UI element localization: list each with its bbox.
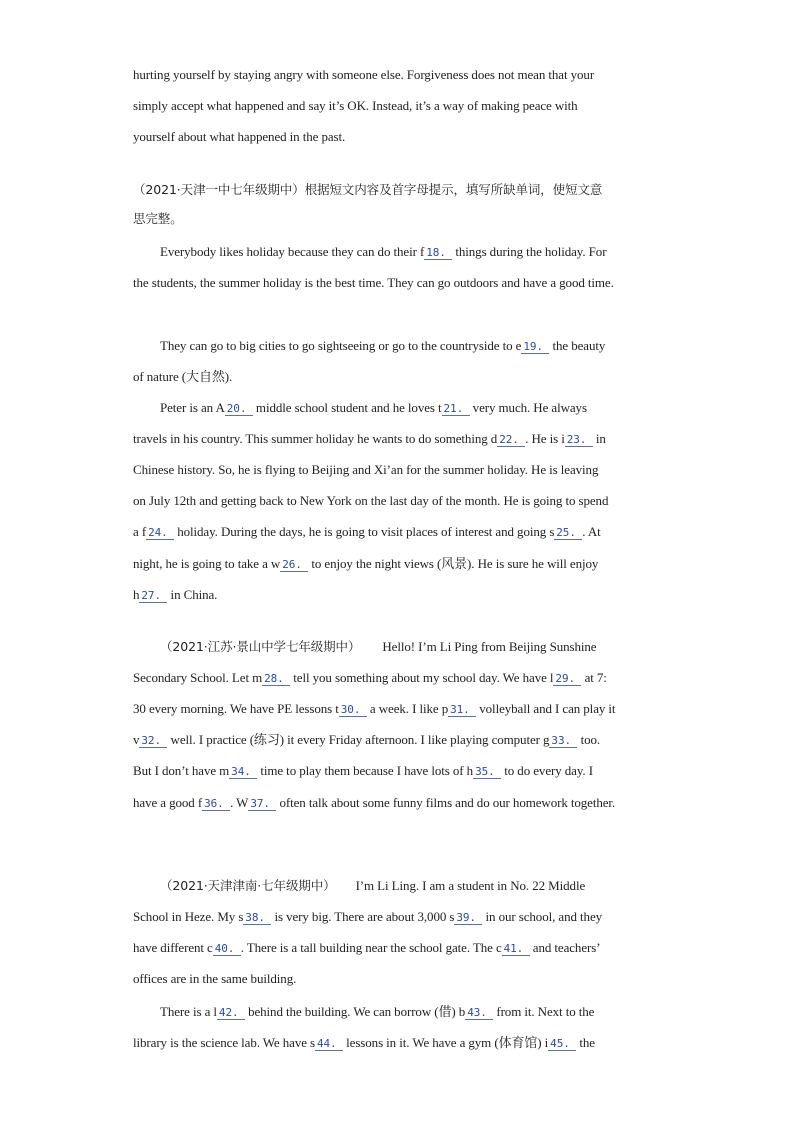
blank-33[interactable]: 33. (549, 734, 577, 748)
section2-line: Secondary School. Let m 28. tell you something about my school day. We have l 29. at 7: (133, 670, 607, 685)
section2-line: v 32. well. I practice (练习) it every Friday afternoon. I like playing computer g 33. too. (133, 732, 601, 747)
section1-line: h 27. in China. (133, 587, 218, 602)
blank-37[interactable]: 37. (248, 797, 276, 811)
blank-19[interactable]: 19. (521, 340, 549, 354)
blank-21[interactable]: 21. (442, 402, 470, 416)
blank-36[interactable]: 36. (202, 797, 230, 811)
blank-34[interactable]: 34. (229, 765, 257, 779)
section1-line: of nature (大自然). (133, 369, 233, 384)
blank-27[interactable]: 27. (139, 589, 167, 603)
blank-38[interactable]: 38. (243, 911, 271, 925)
blank-32[interactable]: 32. (139, 734, 167, 748)
blank-29[interactable]: 29. (553, 672, 581, 686)
section1-header-line-1: （2021·天津一中七年级期中）根据短文内容及首字母提示，填写所缺单词，使短文意 (133, 182, 603, 197)
section1-line: on July 12th and getting back to New York on the last day of the month. He is going to spend (133, 493, 609, 508)
blank-45[interactable]: 45. (548, 1037, 576, 1051)
blank-20[interactable]: 20. (225, 402, 253, 416)
section2-source: （2021·江苏·景山中学七年级期中） (160, 639, 361, 654)
blank-41[interactable]: 41. (502, 942, 530, 956)
section2-line: But I don’t have m 34. time to play them because I have lots of h 35. to do every day. I (133, 763, 593, 778)
blank-30[interactable]: 30. (339, 703, 367, 717)
intro-line-1: hurting yourself by staying angry with someone else. Forgiveness does not mean that your (133, 67, 595, 82)
blank-26[interactable]: 26. (280, 558, 308, 572)
blank-23[interactable]: 23. (565, 433, 593, 447)
section1-line: travels in his country. This summer holiday he wants to do something d 22. . He is i 23. in (133, 431, 606, 446)
section2-line: （2021·江苏·景山中学七年级期中） Hello! I’m Li Ping from Beijing Sunshine (160, 639, 597, 654)
section1-line: Everybody likes holiday because they can do their f 18. things during the holiday. For (160, 244, 607, 259)
section1-header-line-2: 思完整。 (133, 211, 183, 226)
section2-line: 30 every morning. We have PE lessons t 30. a week. I like p 31. volleyball and I can play it (133, 701, 616, 716)
blank-24[interactable]: 24. (146, 526, 174, 540)
section1-line: the students, the summer holiday is the best time. They can go outdoors and have a good time. (133, 275, 614, 290)
blank-43[interactable]: 43. (465, 1006, 493, 1020)
blank-31[interactable]: 31. (448, 703, 476, 717)
section1-line: They can go to big cities to go sightseeing or go to the countryside to e 19. the beauty (160, 338, 606, 353)
section3-line: There is a l 42. behind the building. We can borrow (借) b 43. from it. Next to the (160, 1004, 595, 1019)
blank-18[interactable]: 18. (424, 246, 452, 260)
blank-42[interactable]: 42. (217, 1006, 245, 1020)
section1-line: night, he is going to take a w 26. to enjoy the night views (风景). He is sure he will enjoy (133, 556, 599, 571)
blank-39[interactable]: 39. (454, 911, 482, 925)
intro-line-3: yourself about what happened in the past. (133, 129, 346, 144)
section2-line: have a good f 36. . W 37. often talk about some funny films and do our homework together. (133, 795, 616, 810)
section1-line: a f 24. holiday. During the days, he is going to visit places of interest and going s 25. . At (133, 524, 601, 539)
blank-28[interactable]: 28. (262, 672, 290, 686)
blank-25[interactable]: 25. (554, 526, 582, 540)
section1-line: Chinese history. So, he is flying to Beijing and Xi’an for the summer holiday. He is leaving (133, 462, 599, 477)
intro-line-2: simply accept what happened and say it’s OK. Instead, it’s a way of making peace with (133, 98, 578, 113)
blank-44[interactable]: 44. (315, 1037, 343, 1051)
blank-40[interactable]: 40. (213, 942, 241, 956)
section3-line: （2021·天津津南·七年级期中） I’m Li Ling. I am a student in No. 22 Middle (160, 878, 586, 893)
section3-source: （2021·天津津南·七年级期中） (160, 878, 336, 893)
section3-line: library is the science lab. We have s 44. lessons in it. We have a gym (体育馆) i 45. the (133, 1035, 595, 1050)
section3-line: School in Heze. My s 38. is very big. There are about 3,000 s 39. in our school, and they (133, 909, 603, 924)
section3-line: offices are in the same building. (133, 971, 297, 986)
blank-22[interactable]: 22. (497, 433, 525, 447)
section1-line: Peter is an A 20. middle school student and he loves t 21. very much. He always (160, 400, 587, 415)
blank-35[interactable]: 35. (473, 765, 501, 779)
section3-line: have different c 40. . There is a tall building near the school gate. The c 41. and teachers’ (133, 940, 601, 955)
